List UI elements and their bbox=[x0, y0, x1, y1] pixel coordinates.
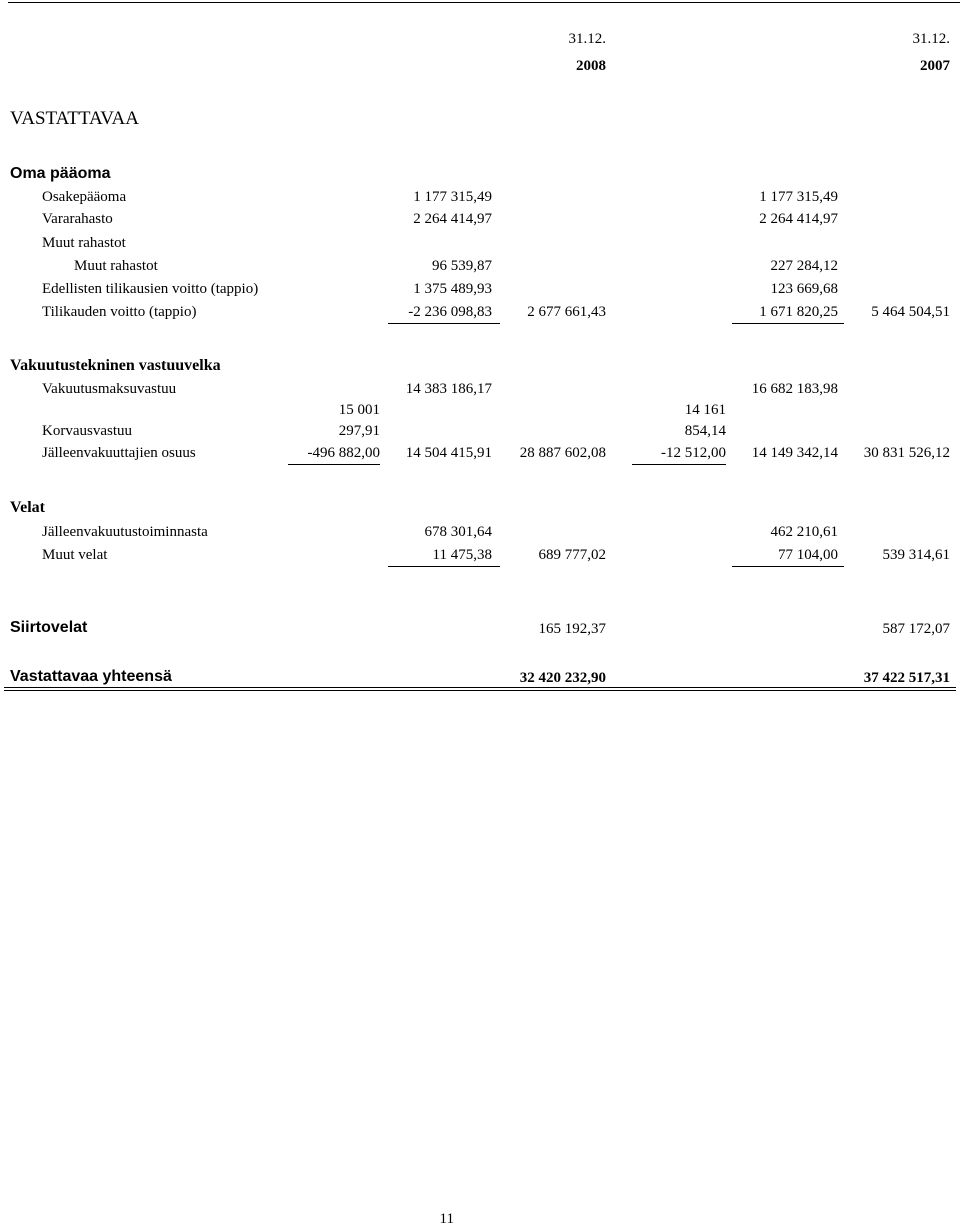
row-label-jalleentoiminta: Jälleenvakuutustoiminnasta bbox=[42, 524, 208, 540]
jalleen-osuus-a2008: -496 882,00 bbox=[288, 444, 380, 465]
vakuutustekninen-total-2008: 28 887 602,08 bbox=[519, 445, 606, 461]
total-double-rule bbox=[4, 687, 956, 691]
korvausvastuu-2008-line1: 15 001 bbox=[338, 402, 380, 418]
jalleen-osuus-a2007: -12 512,00 bbox=[632, 444, 726, 465]
vararahasto-2007: 2 264 414,97 bbox=[759, 211, 838, 227]
muut-rahastot-2007: 227 284,12 bbox=[770, 258, 838, 274]
korvausvastuu-2008-line2: 297,91 bbox=[338, 423, 380, 439]
edellisten-2007: 123 669,68 bbox=[770, 281, 838, 297]
row-label-muut-rahastot: Muut rahastot bbox=[74, 258, 158, 274]
siirtovelat-2007: 587 172,07 bbox=[882, 621, 950, 637]
osakepaaoma-2008: 1 177 315,49 bbox=[413, 189, 492, 205]
top-rule bbox=[8, 2, 960, 3]
row-label-vararahasto: Vararahasto bbox=[42, 211, 113, 227]
maksuvastuu-2007: 16 682 183,98 bbox=[751, 381, 838, 397]
row-label-jalleen-osuus: Jälleenvakuuttajien osuus bbox=[42, 445, 196, 461]
velat-total-2008: 689 777,02 bbox=[538, 547, 606, 563]
muut-rahastot-2008: 96 539,87 bbox=[432, 258, 492, 274]
row-label-muut-rahastot-group: Muut rahastot bbox=[42, 235, 126, 251]
yhteensa-2008: 32 420 232,90 bbox=[519, 670, 606, 686]
oma-paaoma-total-2007: 5 464 504,51 bbox=[871, 304, 950, 320]
row-label-korvausvastuu: Korvausvastuu bbox=[42, 423, 132, 439]
tilikauden-2007-value: 1 671 820,25 bbox=[759, 304, 838, 320]
date-2008: 31.12. bbox=[568, 31, 606, 47]
tilikauden-2008 bbox=[388, 303, 500, 324]
vakuutustekninen-total-2007: 30 831 526,12 bbox=[863, 445, 950, 461]
oma-paaoma-total-2008: 2 677 661,43 bbox=[527, 304, 606, 320]
tilikauden-2007 bbox=[732, 303, 844, 324]
vararahasto-2008: 2 264 414,97 bbox=[413, 211, 492, 227]
muut-velat-2008-value: 11 475,38 bbox=[432, 547, 492, 563]
row-label-tilikauden: Tilikauden voitto (tappio) bbox=[42, 304, 197, 320]
yhteensa-2007: 37 422 517,31 bbox=[863, 670, 950, 686]
korvausvastuu-2007-line2: 854,14 bbox=[684, 423, 726, 439]
muut-velat-2008 bbox=[388, 546, 500, 567]
tilikauden-2008-value: -2 236 098,83 bbox=[408, 304, 492, 320]
jalleentoiminta-2007: 462 210,61 bbox=[770, 524, 838, 540]
row-label-maksuvastuu: Vakuutusmaksuvastuu bbox=[42, 381, 177, 397]
siirtovelat-2008: 165 192,37 bbox=[538, 621, 606, 637]
row-label-yhteensa: Vastattavaa yhteensä bbox=[10, 668, 172, 685]
section-heading-velat: Velat bbox=[10, 499, 45, 516]
maksuvastuu-2008: 14 383 186,17 bbox=[405, 381, 492, 397]
row-label-osakepaaoma: Osakepääoma bbox=[42, 189, 127, 205]
year-2007: 2007 bbox=[920, 58, 950, 74]
page-number: 11 bbox=[439, 1211, 454, 1227]
vastuuvelka-2007: 14 149 342,14 bbox=[751, 445, 838, 461]
section-heading-oma-paaoma: Oma pääoma bbox=[10, 165, 111, 182]
korvausvastuu-2007-line1: 14 161 bbox=[684, 402, 726, 418]
muut-velat-2007 bbox=[732, 546, 844, 567]
osakepaaoma-2007: 1 177 315,49 bbox=[759, 189, 838, 205]
row-label-siirtovelat: Siirtovelat bbox=[10, 619, 88, 636]
jalleentoiminta-2008: 678 301,64 bbox=[424, 524, 492, 540]
row-label-edellisten: Edellisten tilikausien voitto (tappio) bbox=[42, 281, 259, 297]
page-title: VASTATTAVAA bbox=[10, 108, 139, 129]
velat-total-2007: 539 314,61 bbox=[882, 547, 950, 563]
section-heading-vakuutustekninen: Vakuutustekninen vastuuvelka bbox=[10, 357, 221, 374]
row-label-muut-velat: Muut velat bbox=[42, 547, 108, 563]
year-2008: 2008 bbox=[576, 58, 606, 74]
muut-velat-2007-value: 77 104,00 bbox=[778, 547, 838, 563]
vastuuvelka-2008: 14 504 415,91 bbox=[405, 445, 492, 461]
edellisten-2008: 1 375 489,93 bbox=[413, 281, 492, 297]
date-2007: 31.12. bbox=[912, 31, 950, 47]
